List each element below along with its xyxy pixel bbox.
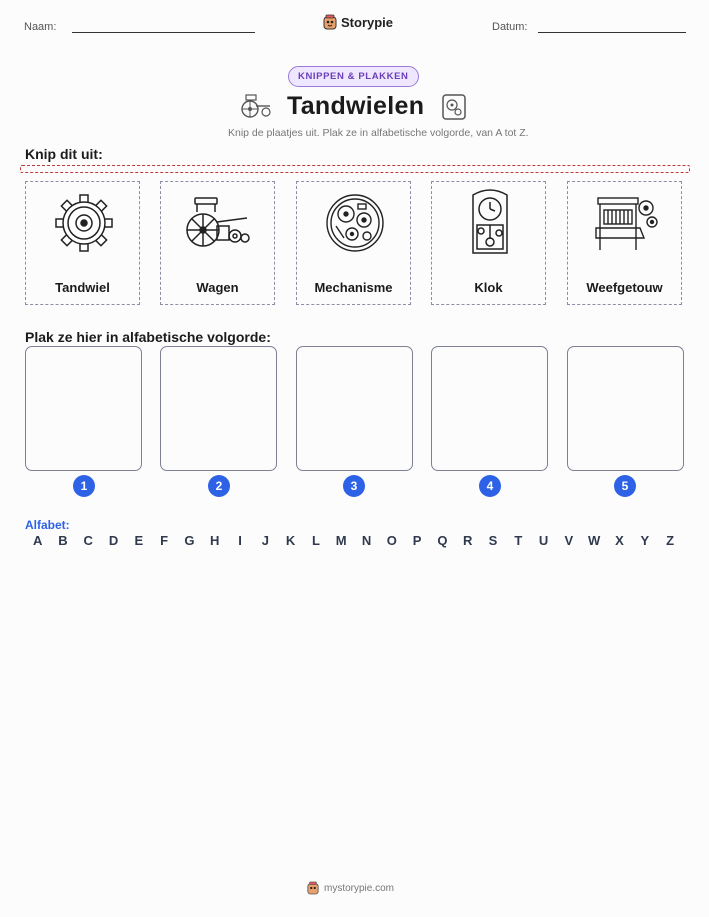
card-label: Weefgetouw	[586, 280, 663, 295]
name-field-line[interactable]	[72, 32, 255, 33]
paste-slot-1[interactable]	[25, 346, 142, 471]
activity-badge: KNIPPEN & PLAKKEN	[288, 66, 419, 87]
slot-number-2: 2	[208, 475, 230, 497]
gear-icon	[53, 190, 115, 256]
alphabet-letter: T	[514, 533, 523, 548]
date-label: Datum:	[492, 21, 528, 33]
cut-section-heading: Knip dit uit:	[25, 146, 103, 162]
alphabet-letter: V	[564, 533, 574, 548]
instructions: Knip de plaatjes uit. Plak ze in alfabetische volgorde, van A tot Z.	[228, 127, 529, 139]
wagon-icon	[183, 190, 253, 256]
storypie-mascot-icon	[307, 881, 319, 895]
alphabet-label: Alfabet:	[25, 518, 70, 532]
alphabet-letter: B	[58, 533, 68, 548]
alphabet-letter: O	[386, 533, 397, 548]
card-label: Mechanisme	[314, 280, 393, 295]
alphabet-letter: K	[285, 533, 296, 548]
slot-number-3: 3	[343, 475, 365, 497]
alphabet-letters	[25, 533, 683, 548]
alphabet-letter: J	[261, 533, 269, 548]
paste-slot-4[interactable]	[431, 346, 548, 471]
brand-name: Storypie	[341, 14, 394, 30]
alphabet-letter: N	[361, 533, 372, 548]
card-label: Klok	[474, 280, 503, 295]
alphabet-letter: M	[335, 533, 347, 548]
date-field-line[interactable]	[538, 32, 686, 33]
paste-slot-5[interactable]	[567, 346, 684, 471]
alphabet-letter: L	[311, 533, 320, 548]
alphabet-letter: P	[412, 533, 422, 548]
slot-number-1: 1	[73, 475, 95, 497]
alphabet-letter: G	[184, 533, 195, 548]
paste-slot-2[interactable]	[160, 346, 277, 471]
storypie-mascot-icon	[323, 14, 337, 30]
wagon-small-icon	[240, 92, 274, 120]
mechanism-small-icon	[441, 93, 467, 121]
alphabet-letter: S	[488, 533, 498, 548]
alphabet-letter: E	[134, 533, 144, 548]
slot-number-4: 4	[479, 475, 501, 497]
footer-url: mystorypie.com	[324, 882, 395, 894]
cut-card-mechanisme[interactable]	[296, 181, 411, 305]
loom-icon	[590, 190, 660, 256]
alphabet-letter: C	[83, 533, 93, 548]
brand-logo	[323, 14, 393, 30]
cut-card-tandwiel[interactable]	[25, 181, 140, 305]
slot-number-5: 5	[614, 475, 636, 497]
card-label: Wagen	[196, 280, 239, 295]
alphabet-letter: Z	[666, 533, 675, 548]
cut-card-wagen[interactable]	[160, 181, 275, 305]
cut-line	[20, 165, 690, 173]
alphabet-letter: Q	[437, 533, 448, 548]
alphabet-letter: U	[538, 533, 549, 548]
footer	[307, 881, 394, 895]
cut-card-weefgetouw[interactable]	[567, 181, 682, 305]
alphabet-letter: X	[615, 533, 624, 548]
mechanism-icon	[324, 190, 386, 256]
alphabet-letter: I	[238, 533, 242, 548]
alphabet-letter: H	[210, 533, 220, 548]
paste-slot-3[interactable]	[296, 346, 413, 471]
alphabet-letter: F	[160, 533, 169, 548]
paste-section-heading: Plak ze hier in alfabetische volgorde:	[25, 329, 271, 345]
card-label: Tandwiel	[55, 280, 110, 295]
name-label: Naam:	[24, 21, 57, 33]
alphabet-letter: W	[588, 533, 601, 548]
alphabet-letter: R	[463, 533, 473, 548]
clock-icon	[459, 187, 521, 257]
page-title: Tandwielen	[287, 92, 425, 120]
alphabet-letter: Y	[640, 533, 650, 548]
cut-card-klok[interactable]	[431, 181, 546, 305]
alphabet-letter: A	[32, 533, 43, 548]
alphabet-letter: D	[108, 533, 119, 548]
